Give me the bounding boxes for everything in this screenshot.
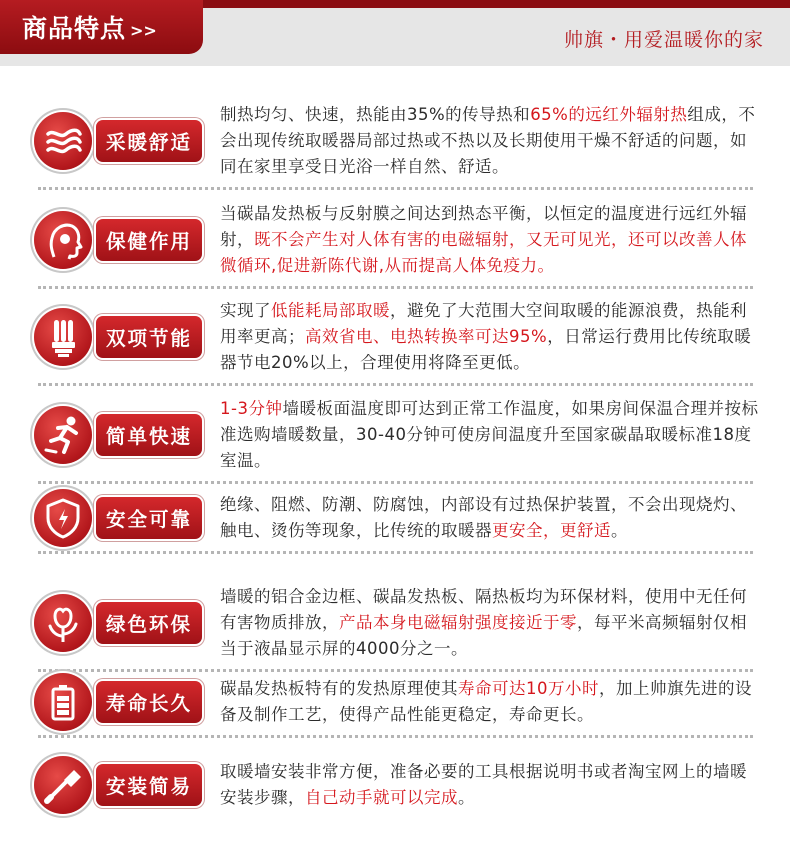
highlight-text: 低能耗局部取暖 bbox=[271, 301, 390, 320]
highlight-text: 高效省电、电热转换率可达95% bbox=[305, 327, 548, 346]
feature-label: 采暖舒适 bbox=[96, 120, 202, 162]
feature-description bbox=[220, 584, 760, 662]
screwdriver-icon bbox=[34, 756, 92, 814]
feature-label: 安装简易 bbox=[96, 764, 202, 806]
body-text: 墙暖的铝合金边框、碳晶发热板、隔热板均为环保材料，使用中无任何有害物质排放， bbox=[220, 587, 747, 632]
body-text: 实现了 bbox=[220, 301, 271, 320]
highlight-text: 1-3分钟 bbox=[220, 399, 283, 418]
section-title: 商品特点 bbox=[22, 14, 127, 43]
feature-item bbox=[0, 757, 790, 847]
body-text: 绝缘、阻燃、防潮、防腐蚀，内部设有过热保护装置，不会出现烧灼、触电、烫伤等现象，比传统的取暖器 bbox=[220, 495, 747, 540]
body-text: 。 bbox=[458, 788, 475, 807]
dotted-divider bbox=[38, 551, 753, 554]
feature-description bbox=[220, 396, 760, 474]
highlight-text: 65%的远红外辐射热 bbox=[530, 105, 688, 124]
body-text: ，避免了大范围大空间取暖的能源浪费，热能利用率更高； bbox=[220, 301, 747, 346]
feature-item bbox=[0, 296, 790, 386]
feature-item bbox=[0, 100, 790, 190]
body-text: ，日常运行费用比传统取暖器节电20%以上，合理使用将降至更低。 bbox=[220, 327, 752, 372]
feature-label: 简单快速 bbox=[96, 414, 202, 456]
tulip-icon bbox=[34, 594, 92, 652]
highlight-text: 更安全，更舒适 bbox=[492, 521, 611, 540]
head-profile-icon bbox=[34, 211, 92, 269]
battery-icon bbox=[34, 673, 92, 731]
feature-description bbox=[220, 201, 760, 279]
brand-slogan: 帅旗・用爱温暖你的家 bbox=[563, 29, 764, 51]
feature-label: 安全可靠 bbox=[96, 497, 202, 539]
feature-label: 寿命长久 bbox=[96, 681, 202, 723]
feature-item bbox=[0, 674, 790, 764]
body-text: 墙暖板面温度即可达到正常工作温度，如果房间保温合理并按标准选购墙暖数量，30-40分钟可使房间温度升至国家碳晶取暖标准18度室温。 bbox=[220, 399, 759, 470]
dotted-divider bbox=[38, 669, 753, 672]
body-text: 。 bbox=[611, 521, 628, 540]
energy-bulb-icon bbox=[34, 308, 92, 366]
dotted-divider bbox=[38, 187, 753, 190]
body-text: 组成，不会出现传统取暖器局部过热或不热以及长期使用干燥不舒适的问题，如同在家里享受日光浴一样自然、舒适。 bbox=[220, 105, 756, 176]
body-text: 当碳晶发热板与反射膜之间达到热态平衡，以恒定的温度进行远红外辐射， bbox=[220, 204, 747, 249]
header-tab bbox=[0, 0, 203, 54]
dotted-divider bbox=[38, 481, 753, 484]
feature-description bbox=[220, 492, 760, 544]
body-text: 碳晶发热板特有的发热原理使其 bbox=[220, 679, 458, 698]
dotted-divider bbox=[38, 383, 753, 386]
running-man-icon bbox=[34, 406, 92, 464]
body-text: 制热均匀、快速，热能由35%的传导热和 bbox=[220, 105, 531, 124]
shield-icon bbox=[34, 489, 92, 547]
feature-description bbox=[220, 759, 760, 811]
dotted-divider bbox=[38, 735, 753, 738]
feature-item bbox=[0, 199, 790, 289]
feature-label: 保健作用 bbox=[96, 219, 202, 261]
feature-description bbox=[220, 676, 760, 728]
feature-item bbox=[0, 582, 790, 672]
highlight-text: 产品本身电磁辐射强度接近于零 bbox=[339, 613, 577, 632]
highlight-text: 既不会产生对人体有害的电磁辐射，又无可见光，还可以改善人体微循环,促进新陈代谢,从而提高人体免疫力。 bbox=[220, 230, 747, 275]
feature-label: 双项节能 bbox=[96, 316, 202, 358]
dotted-divider bbox=[38, 286, 753, 289]
highlight-text: 寿命可达10万小时 bbox=[458, 679, 599, 698]
highlight-text: 自己动手就可以完成 bbox=[305, 788, 458, 807]
feature-item bbox=[0, 394, 790, 484]
header-bar bbox=[0, 0, 790, 66]
body-text: 取暖墙安装非常方便，准备必要的工具根据说明书或者淘宝网上的墙暖安装步骤， bbox=[220, 762, 747, 807]
heat-wave-icon bbox=[34, 112, 92, 170]
feature-item bbox=[0, 490, 790, 580]
feature-label: 绿色环保 bbox=[96, 602, 202, 644]
feature-description bbox=[220, 298, 760, 376]
double-arrow-icon: >> bbox=[130, 20, 157, 40]
body-text: ，每平米高频辐射仅相当于液晶显示屏的4000分之一。 bbox=[220, 613, 747, 658]
body-text: ，加上帅旗先进的设备及制作工艺，使得产品性能更稳定，寿命更长。 bbox=[220, 679, 752, 724]
feature-description bbox=[220, 102, 760, 180]
